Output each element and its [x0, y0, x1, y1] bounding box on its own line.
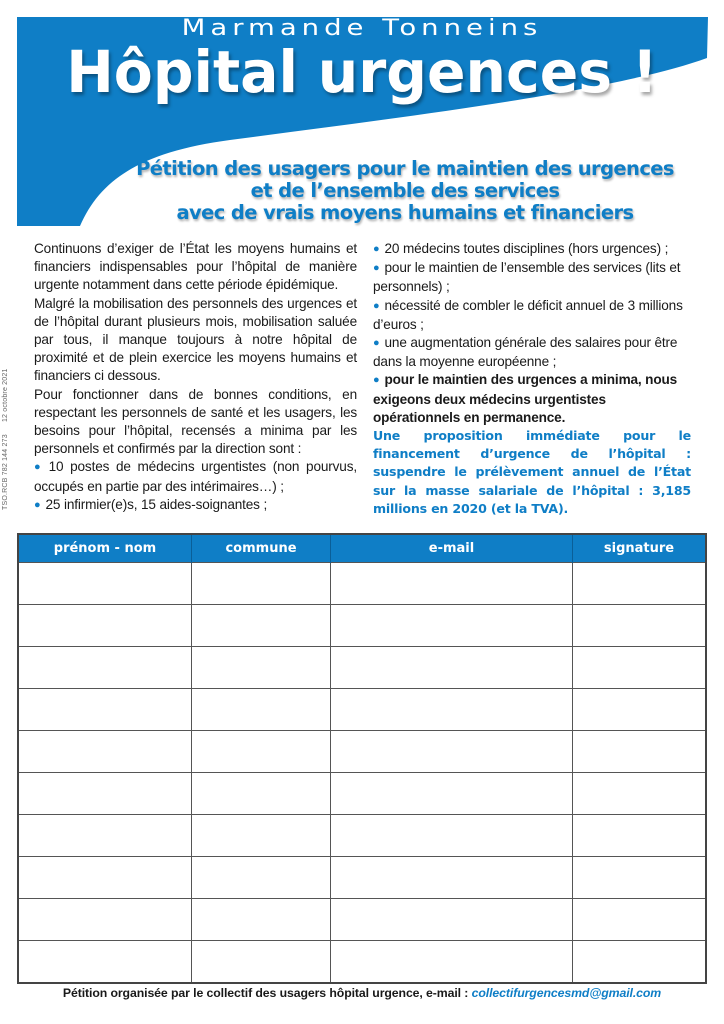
signature-cell[interactable] — [573, 857, 707, 899]
email-cell[interactable] — [331, 605, 573, 647]
signature-cell[interactable] — [573, 731, 707, 773]
name-cell[interactable] — [18, 689, 192, 731]
signature-cell[interactable] — [573, 647, 707, 689]
email-cell[interactable] — [331, 731, 573, 773]
table-row — [18, 941, 706, 984]
email-cell[interactable] — [331, 857, 573, 899]
commune-cell[interactable] — [192, 941, 331, 984]
table-row — [18, 773, 706, 815]
table-row — [18, 563, 706, 605]
bullet-text: pour le maintien des urgences a minima, nous exigeons deux médecins urgentistes opérationnels en permanence. — [373, 372, 678, 425]
table-row — [18, 857, 706, 899]
bullet-text: une augmentation générale des salaires pour être dans la moyenne européenne ; — [373, 335, 678, 370]
bullet-item — [373, 334, 691, 371]
side-note-ref: TSO.RCB 782 144 273 — [2, 434, 9, 510]
headline-line: Pétition des usagers pour le maintien des urgences — [136, 157, 674, 180]
table-header-row — [18, 534, 706, 563]
signature-cell[interactable] — [573, 563, 707, 605]
right-column — [373, 240, 691, 518]
signature-cell[interactable] — [573, 689, 707, 731]
commune-cell[interactable] — [192, 773, 331, 815]
email-cell[interactable] — [331, 647, 573, 689]
name-cell[interactable] — [18, 941, 192, 984]
name-cell[interactable] — [18, 815, 192, 857]
highlight-proposal: Une proposition immédiate pour le financement d’urgence de l’hôpital : suspendre le prélèvement annuel de l’État sur la masse salariale de l’hôpital : 3,185 millions en 2020 (et la TVA). — [373, 428, 691, 516]
table-row — [18, 689, 706, 731]
email-cell[interactable] — [331, 899, 573, 941]
column-header-signature: signature — [573, 534, 707, 563]
table-row — [18, 899, 706, 941]
signature-cell[interactable] — [573, 899, 707, 941]
table-row — [18, 647, 706, 689]
paragraph: Pour fonctionner dans de bonnes conditions, en respectant les personnels de santé et les usagers, les besoins pour l’hôpital, recensés a minima par les personnels et confirmés par la direction sont : — [34, 386, 357, 457]
email-cell[interactable] — [331, 941, 573, 984]
commune-cell[interactable] — [192, 605, 331, 647]
commune-cell[interactable] — [192, 563, 331, 605]
signature-cell[interactable] — [573, 941, 707, 984]
bullet-text: 20 médecins toutes disciplines (hors urgences) ; — [384, 241, 669, 256]
side-note-date: 12 octobre 2021 — [2, 368, 9, 423]
footer-text: Pétition organisée par le collectif des usagers hôpital urgence, e-mail : — [62, 986, 472, 1000]
name-cell[interactable] — [18, 605, 192, 647]
signature-table — [17, 533, 707, 984]
commune-cell[interactable] — [192, 731, 331, 773]
left-column — [34, 240, 357, 515]
commune-cell[interactable] — [192, 857, 331, 899]
column-header-commune: commune — [192, 534, 331, 563]
signature-cell[interactable] — [573, 773, 707, 815]
email-cell[interactable] — [331, 563, 573, 605]
petition-headline — [100, 158, 710, 224]
paragraph: Malgré la mobilisation des personnels des urgences et de l’hôpital durant plusieurs mois, mobilisation saluée par tous, il manque toujours à notre hôpital de proximité et de plein exercice les moyens humains et financiers ci dessous. — [34, 295, 357, 384]
footer-email-link[interactable]: collectifurgencesmd@gmail.com — [471, 986, 662, 1000]
commune-cell[interactable] — [192, 689, 331, 731]
commune-cell[interactable] — [192, 815, 331, 857]
commune-cell[interactable] — [192, 647, 331, 689]
signature-cell[interactable] — [573, 605, 707, 647]
bullet-item — [373, 240, 691, 259]
bullet-text: 10 postes de médecins urgentistes (non pourvus, occupés en partie par des intérimaires…) ; — [34, 459, 357, 494]
bullet-item — [373, 259, 691, 296]
banner-subtitle: Marmande Tonneins — [181, 16, 543, 41]
email-cell[interactable] — [331, 689, 573, 731]
email-cell[interactable] — [331, 815, 573, 857]
paragraph: Continuons d’exiger de l’État les moyens humains et financiers indispensables pour l’hôpital de manière urgente notamment dans cette période épidémique. — [34, 241, 357, 293]
table-row — [18, 731, 706, 773]
banner-title: Hôpital urgences ! — [66, 38, 658, 106]
table-row — [18, 605, 706, 647]
commune-cell[interactable] — [192, 899, 331, 941]
bullet-text: pour le maintien de l’ensemble des services (lits et personnels) ; — [373, 260, 681, 295]
bullet-item — [34, 458, 357, 495]
bullet-text: 25 infirmier(e)s, 15 aides-soignantes ; — [45, 496, 268, 512]
headline-line: et de l’ensemble des services — [250, 179, 560, 202]
name-cell[interactable] — [18, 857, 192, 899]
name-cell[interactable] — [18, 899, 192, 941]
name-cell[interactable] — [18, 563, 192, 605]
bullet-item-bold — [373, 371, 691, 427]
headline-line: avec de vrais moyens humains et financiers — [176, 201, 634, 224]
signature-cell[interactable] — [573, 815, 707, 857]
column-header-name: prénom - nom — [18, 534, 192, 563]
footer — [0, 986, 724, 1000]
bullet-item — [34, 496, 357, 515]
table-row — [18, 815, 706, 857]
bullet-item — [373, 297, 691, 334]
side-note — [2, 358, 9, 510]
email-cell[interactable] — [331, 773, 573, 815]
name-cell[interactable] — [18, 773, 192, 815]
table-body — [18, 563, 706, 984]
bullet-text: nécessité de combler le déficit annuel de 3 millions d’euros ; — [373, 297, 683, 332]
name-cell[interactable] — [18, 647, 192, 689]
name-cell[interactable] — [18, 731, 192, 773]
column-header-email: e-mail — [331, 534, 573, 563]
